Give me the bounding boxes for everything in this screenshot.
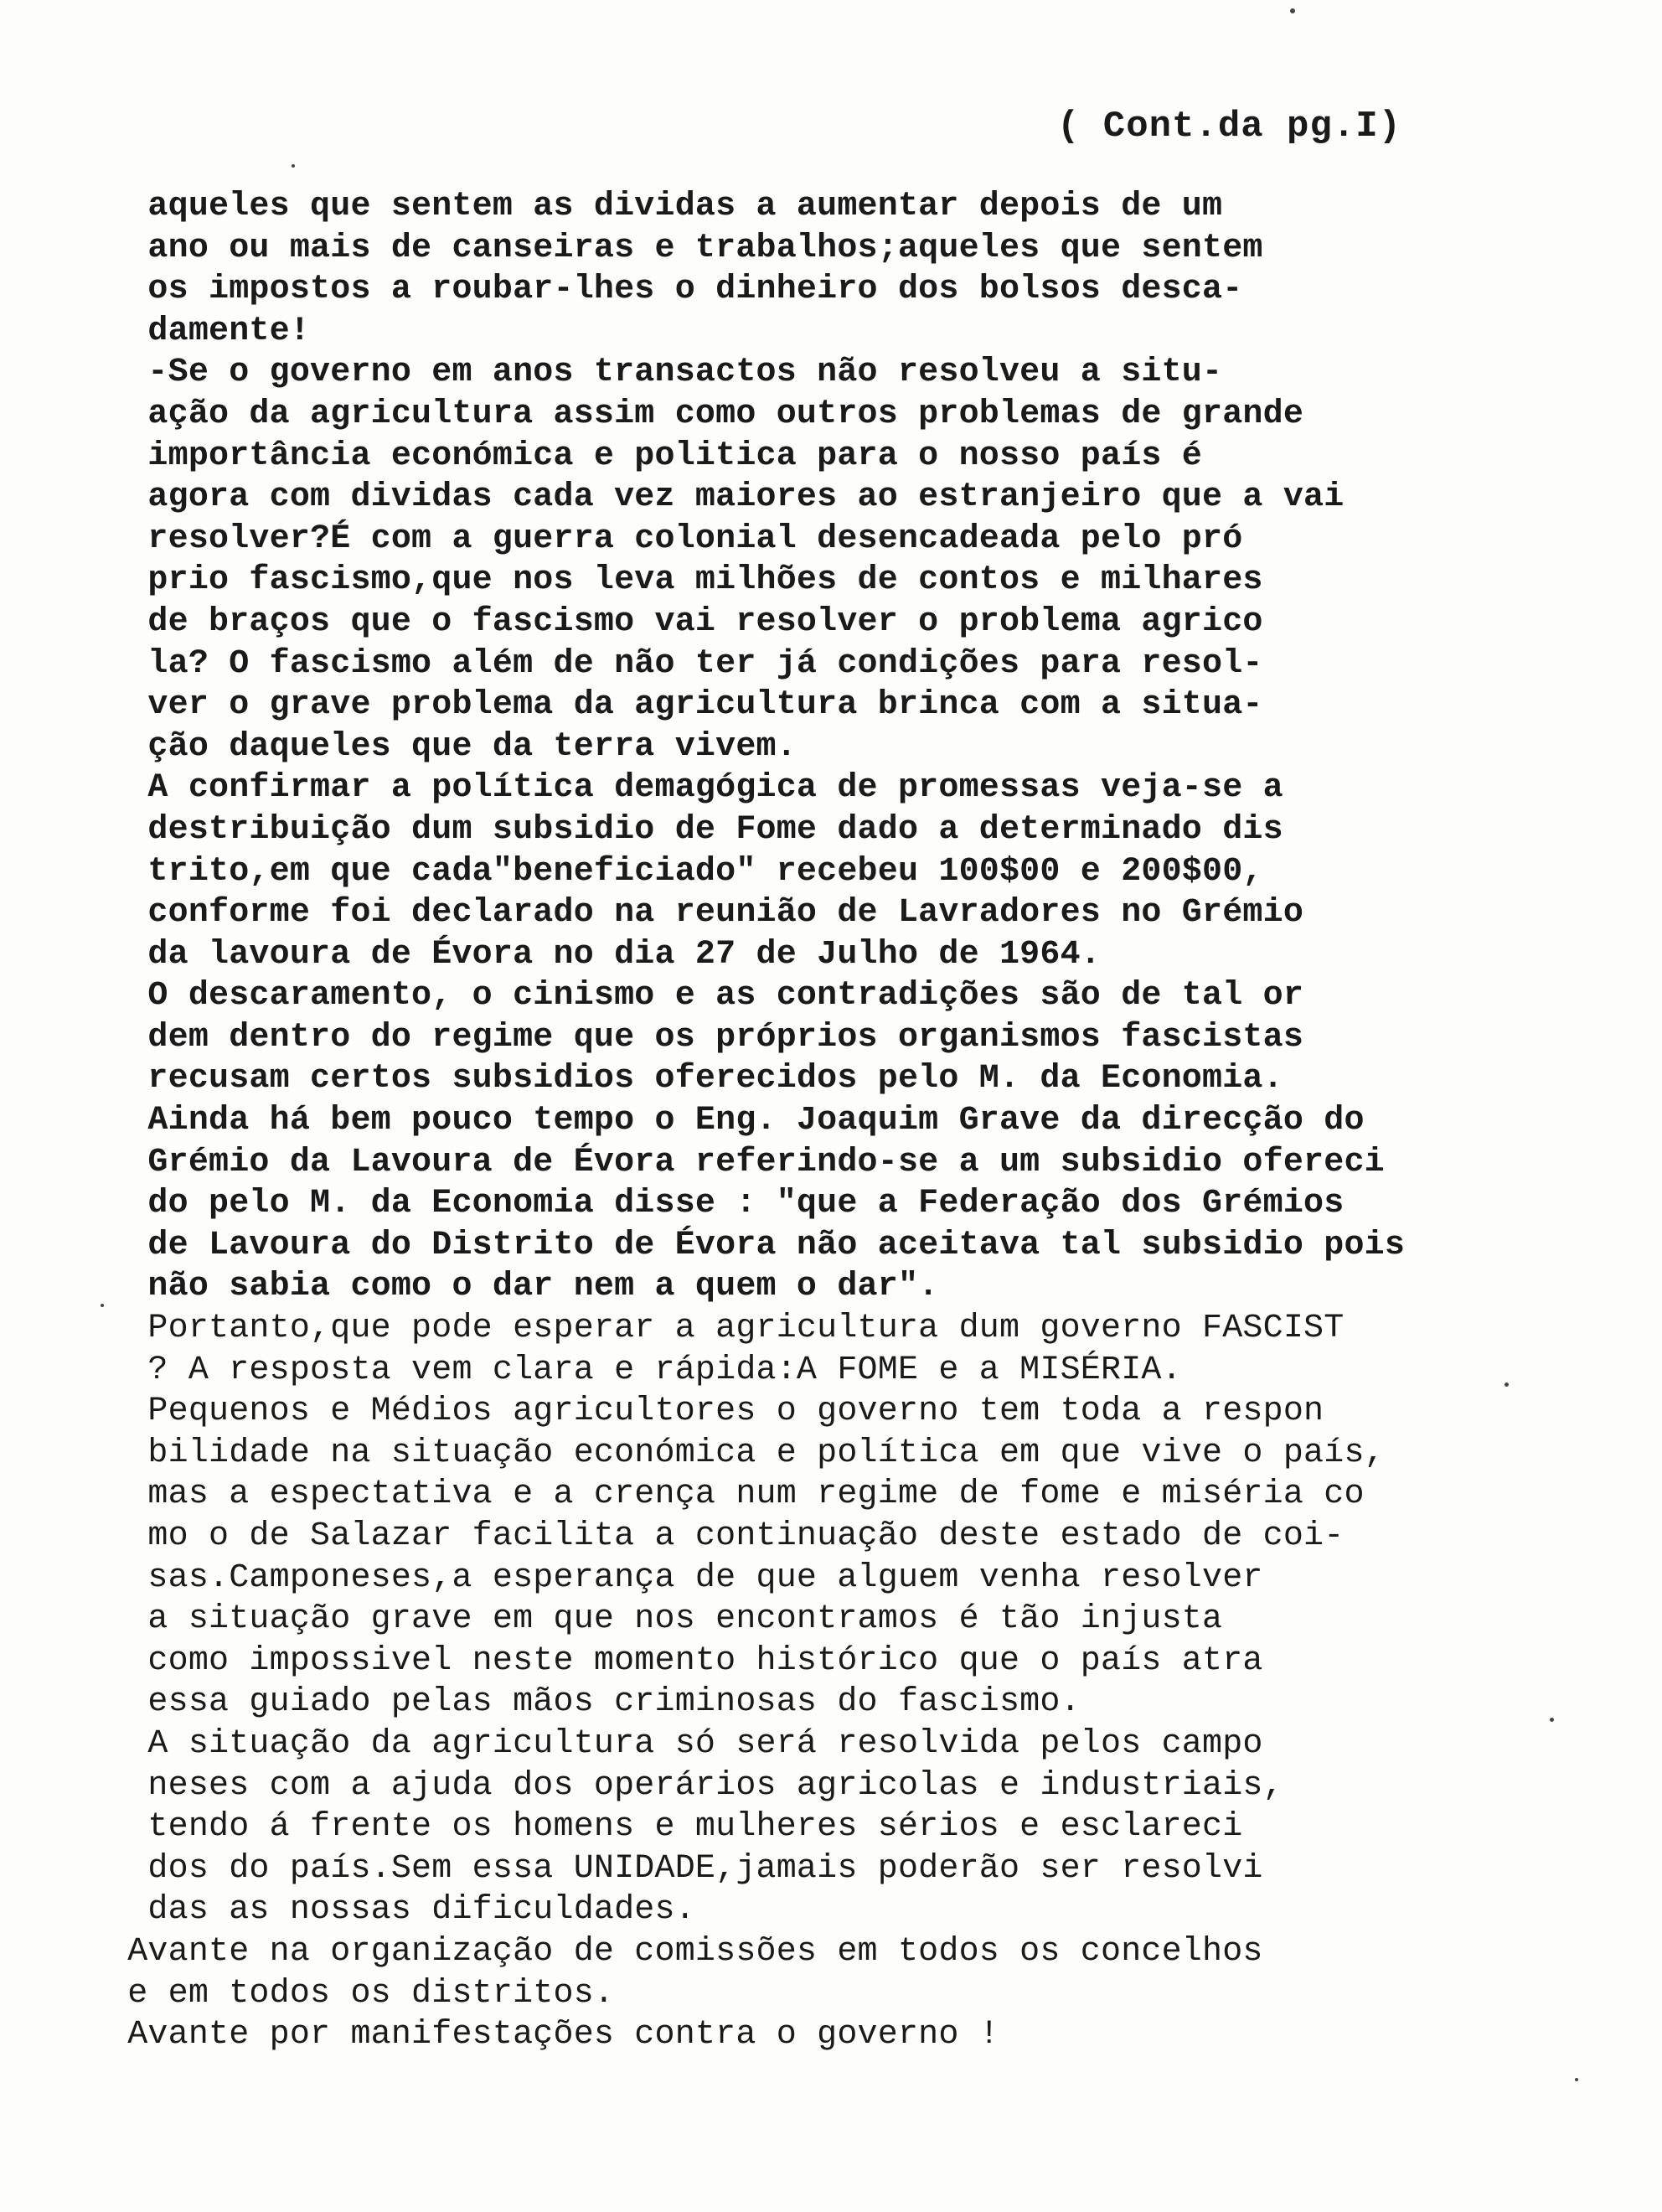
text-line: das as nossas dificuldades. bbox=[107, 1891, 695, 1930]
text-line: A confirmar a política demagógica de promessas veja-se a bbox=[107, 769, 1283, 808]
text-line: mo o de Salazar facilita a continuação deste estado de coi- bbox=[107, 1517, 1345, 1555]
text-line: ação da agricultura assim como outros problemas de grande bbox=[107, 395, 1304, 433]
text-line: dem dentro do regime que os próprios organismos fascistas bbox=[107, 1018, 1304, 1057]
text-line: Ainda há bem pouco tempo o Eng. Joaquim Grave da direcção do bbox=[107, 1102, 1365, 1140]
text-line: resolver?É com a guerra colonial desencadeada pelo pró bbox=[107, 519, 1243, 558]
document-body bbox=[107, 186, 1531, 2056]
text-line: destribuição dum subsidio de Fome dado a determinado dis bbox=[107, 810, 1283, 849]
ink-speck bbox=[1550, 1718, 1554, 1722]
text-line: Avante na organização de comissões em todos os concelhos bbox=[107, 1932, 1263, 1971]
text-line: mas a espectativa e a crença num regime de fome e miséria co bbox=[107, 1476, 1365, 1514]
text-line: os impostos a roubar-lhes o dinheiro dos bolsos desca- bbox=[107, 271, 1243, 309]
ink-speck bbox=[1505, 1382, 1509, 1387]
text-line: bilidade na situação económica e política em que vive o país, bbox=[107, 1434, 1385, 1472]
text-line: ção daqueles que da terra vivem. bbox=[107, 727, 797, 766]
text-line: conforme foi declarado na reunião de Lavradores no Grémio bbox=[107, 894, 1304, 933]
text-line: de braços que o fascismo vai resolver o problema agrico bbox=[107, 602, 1263, 641]
text-line: la? O fascismo além de não ter já condições para resol- bbox=[107, 644, 1263, 683]
text-line: neses com a ajuda dos operários agricolas e industriais, bbox=[107, 1766, 1283, 1805]
text-line: A situação da agricultura só será resolvida pelos campo bbox=[107, 1724, 1263, 1763]
text-line: ? A resposta vem clara e rápida:A FOME e a MISÉRIA. bbox=[107, 1351, 1182, 1389]
text-line: dos do país.Sem essa UNIDADE,jamais poderão ser resolvi bbox=[107, 1849, 1263, 1888]
text-line: damente! bbox=[107, 312, 311, 350]
text-line: tendo á frente os homens e mulheres sérios e esclareci bbox=[107, 1808, 1243, 1847]
text-line: do pelo M. da Economia disse : "que a Federação dos Grémios bbox=[107, 1185, 1345, 1223]
text-line: como impossivel neste momento histórico que o país atra bbox=[107, 1641, 1263, 1680]
text-line: ano ou mais de canseiras e trabalhos;aqueles que sentem bbox=[107, 229, 1263, 267]
text-line: aqueles que sentem as dividas a aumentar depois de um bbox=[107, 188, 1223, 225]
text-line: Pequenos e Médios agricultores o governo tem toda a respon bbox=[107, 1393, 1324, 1431]
text-line: da lavoura de Évora no dia 27 de Julho de 1964. bbox=[107, 935, 1101, 974]
text-line: trito,em que cada"beneficiado" recebeu 100$00 e 200$00, bbox=[107, 852, 1263, 891]
ink-speck bbox=[292, 164, 295, 168]
text-line: -Se o governo em anos transactos não resolveu a situ- bbox=[107, 354, 1223, 392]
continuation-note: ( Cont.da pg.I) bbox=[1057, 106, 1402, 147]
text-line: essa guiado pelas mãos criminosas do fascismo. bbox=[107, 1683, 1081, 1722]
text-line: a situação grave em que nos encontramos é tão injusta bbox=[107, 1600, 1223, 1639]
ink-speck bbox=[101, 1304, 104, 1307]
text-line: Portanto,que pode esperar a agricultura dum governo FASCIST bbox=[107, 1310, 1345, 1348]
text-line: ver o grave problema da agricultura brinca com a situa- bbox=[107, 686, 1263, 725]
text-line: e em todos os distritos. bbox=[107, 1974, 615, 2013]
text-line: recusam certos subsidios oferecidos pelo M. da Economia. bbox=[107, 1060, 1283, 1098]
text-line: Grémio da Lavoura de Évora referindo-se a um subsidio ofereci bbox=[107, 1143, 1385, 1181]
text-line: sas.Camponeses,a esperança de que alguem venha resolver bbox=[107, 1558, 1263, 1597]
text-line: não sabia como o dar nem a quem o dar". bbox=[107, 1268, 939, 1306]
text-line: agora com dividas cada vez maiores ao estranjeiro que a vai bbox=[107, 478, 1345, 517]
text-line: importância económica e politica para o nosso país é bbox=[107, 437, 1203, 475]
ink-speck bbox=[1575, 2078, 1578, 2081]
text-line: de Lavoura do Distrito de Évora não aceitava tal subsidio pois bbox=[107, 1226, 1406, 1264]
text-line: Avante por manifestações contra o governo ! bbox=[107, 2016, 999, 2054]
text-line: prio fascismo,que nos leva milhões de contos e milhares bbox=[107, 561, 1263, 600]
ink-speck bbox=[1290, 8, 1295, 13]
text-line: O descaramento, o cinismo e as contradições são de tal or bbox=[107, 977, 1304, 1016]
